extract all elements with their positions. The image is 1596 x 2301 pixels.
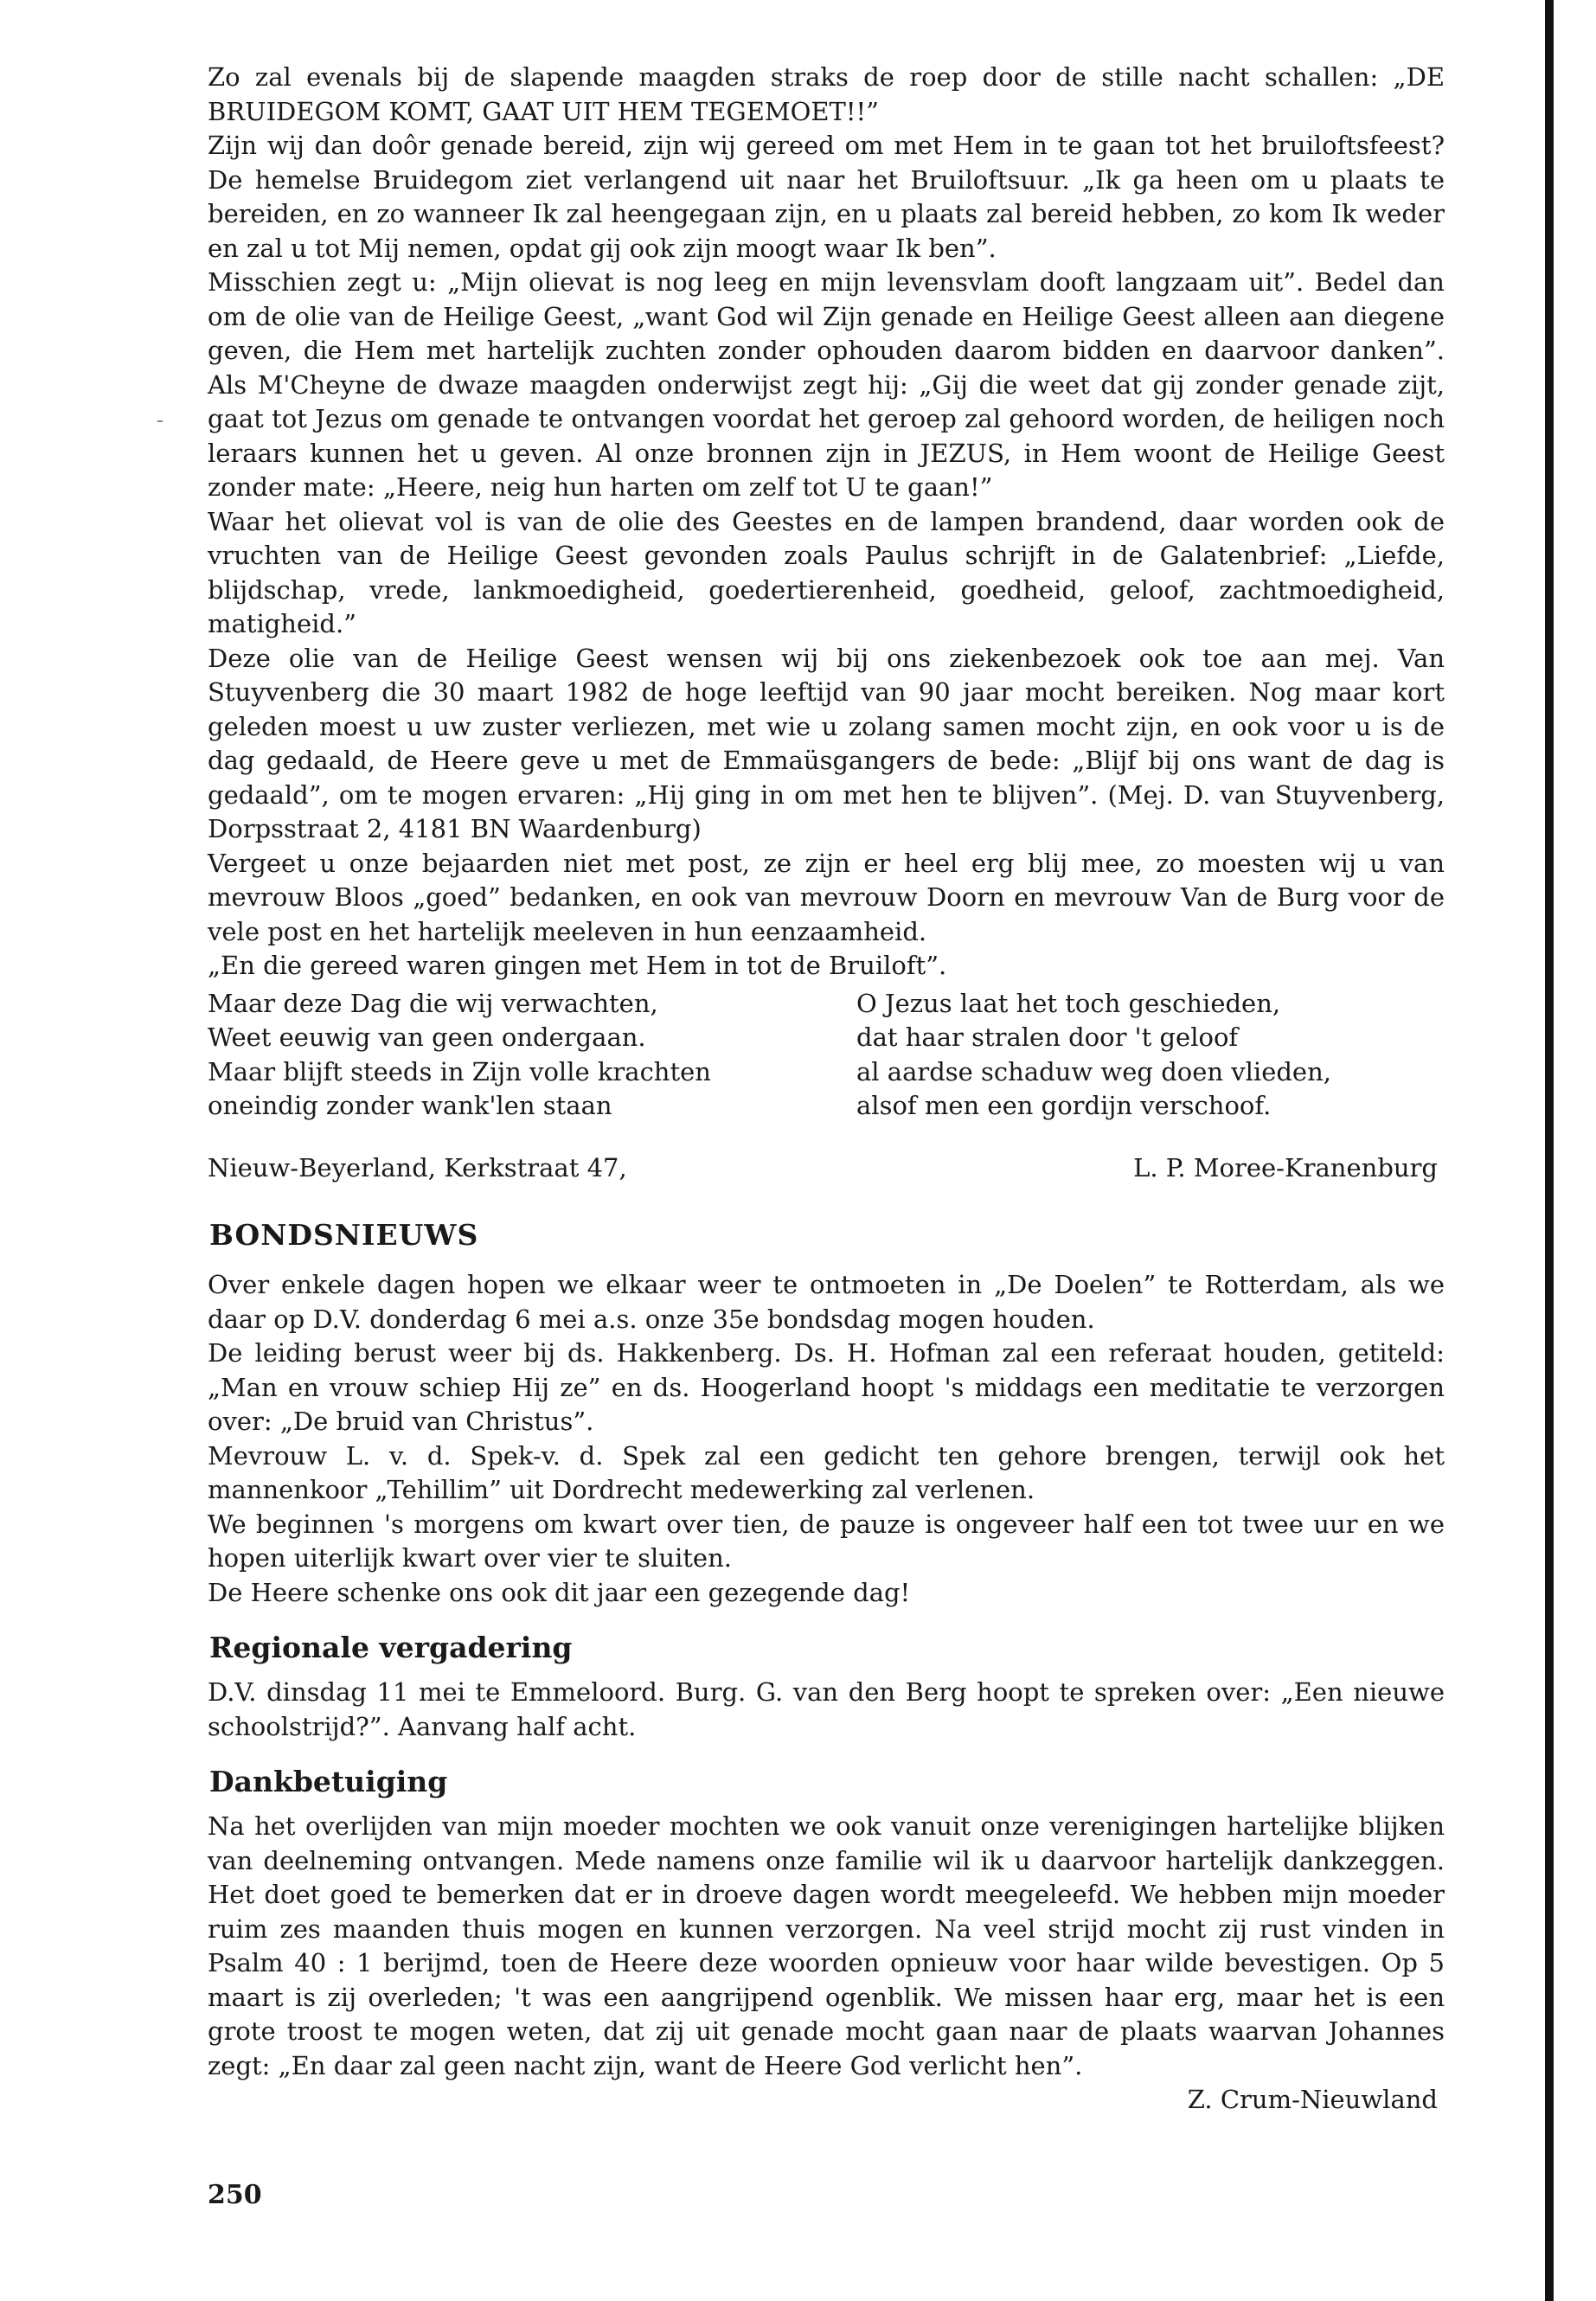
bondsnieuws-paragraph: De leiding berust weer bij ds. Hakkenberg. Ds. H. Hofman zal een referaat houden, getiteld: „Man en vrouw schiep Hij ze” en ds. Hoogerland hoopt 's middags een meditatie te verzorgen over: „De bruid van Christus”. [208, 1338, 1445, 1436]
bondsnieuws-paragraph: De Heere schenke ons ook dit jaar een gezegende dag! [208, 1577, 911, 1607]
poem-left-column [208, 987, 796, 1124]
poem-line: Maar blijft steeds in Zijn volle krachten [208, 1056, 711, 1086]
poem-line: alsof men een gordijn verschoof. [856, 1091, 1272, 1120]
bondsnieuws-paragraph: We beginnen 's morgens om kwart over tien, de pauze is ongeveer half een tot twee uur en we hopen uiterlijk kwart over vier te sluiten. [208, 1509, 1445, 1573]
poem-line: al aardse schaduw weg doen vlieden, [856, 1056, 1331, 1086]
author-address: Nieuw-Beyerland, Kerkstraat 47, [208, 1152, 627, 1183]
paragraph-ziekenbezoek: Deze olie van de Heilige Geest wensen wij bij ons ziekenbezoek ook toe aan mej. Van Stuyvenberg die 30 maart 1982 de hoge leeftijd van 90 jaar mocht bereiken. Nog maar kort geleden moest u uw zuster verliezen, met wie u zolang samen mocht zijn, en ook voor u is de dag gedaald, de Heere geve u met de Emmaüsgangers de bede: „Blijf bij ons want de dag is gedaald”, om te mogen ervaren: „Hij ging in om met hen te blijven”. (Mej. D. van Stuyvenberg, Dorpsstraat 2, 4181 BN Waardenburg) [208, 643, 1445, 843]
article-signature [208, 1151, 1445, 1186]
poem-line: Maar deze Dag die wij verwachten, [208, 988, 658, 1018]
page-number: 250 [208, 2180, 262, 2210]
dankbetuiging-signature: Z. Crum-Nieuwland [1187, 2085, 1438, 2114]
paragraph-olievat: Misschien zegt u: „Mijn olievat is nog leeg en mijn levensvlam dooft langzaam uit”. Bedel dan om de olie van de Heilige Geest, „want God wil Zijn genade en Heilige Geest alleen aan diegene geven, die Hem met hartelijk zuchten zonder ophouden daarom bidden en daarvoor danken”. Als M'Cheyne de dwaze maagden onderwijst zegt hij: „Gij die weet dat gij zonder genade zijt, gaat tot Jezus om genade te ontvangen voordat het geroep zal gehoord worden, de heiligen noch leraars kunnen het u geven. Al onze bronnen zijn in JEZUS, in Hem woont de Heilige Geest zonder mate: „Heere, neig hun harten om zelf tot U te gaan!” [208, 267, 1445, 502]
section-heading-dankbetuiging: Dankbetuiging [209, 1765, 448, 1798]
bondsnieuws-paragraph: Mevrouw L. v. d. Spek-v. d. Spek zal een gedicht ten gehore brengen, terwijl ook het mannenkoor „Tehillim” uit Dordrecht medewerking zal verlenen. [208, 1440, 1445, 1504]
paragraph-vruchten: Waar het olievat vol is van de olie des Geestes en de lampen brandend, daar worden ook de vruchten van de Heilige Geest gevonden zoals Paulus schrijft in de Galatenbrief: „Liefde, blijdschap, vrede, lankmoedigheid, goedertierenheid, goedheid, geloof, zachtmoedigheid, matigheid.” [208, 506, 1445, 638]
paragraph-bejaarden: Vergeet u onze bejaarden niet met post, ze zijn er heel erg blij mee, zo moesten wij u van mevrouw Bloos „goed” bedanken, en ook van mevrouw Doorn en mevrouw Van de Burg voor de vele post en het hartelijk meeleven in hun eenzaamheid. [208, 848, 1445, 946]
page-content [208, 61, 1445, 2118]
paragraph-bruiloft: Zijn wij dan doôr genade bereid, zijn wij gereed om met Hem in te gaan tot het bruiloftsfeest? De hemelse Bruidegom ziet verlangend uit naar het Bruiloftsuur. „Ik ga heen om u plaats te bereiden, en zo wanneer Ik zal heengegaan zijn, en u plaats zal bereid hebben, zo kom Ik weder en zal u tot Mij nemen, opdat gij ook zijn moogt waar Ik ben”. [208, 131, 1445, 263]
bondsnieuws-paragraph: Over enkele dagen hopen we elkaar weer te ontmoeten in „De Doelen” te Rotterdam, als we daar op D.V. donderdag 6 mei a.s. onze 35e bondsdag mogen houden. [208, 1270, 1445, 1334]
margin-mark [157, 420, 163, 422]
poem-line: Weet eeuwig van geen ondergaan. [208, 1022, 646, 1052]
dankbetuiging-paragraph: Na het overlijden van mijn moeder mochten we ook vanuit onze verenigingen hartelijke blijken van deelneming ontvangen. Mede namens onze familie wil ik u daarvoor hartelijk dankzeggen. Het doet goed te bemerken dat er in droeve dagen wordt meegeleefd. We hebben mijn moeder ruim zes maanden thuis mogen en kunnen verzorgen. Na veel strijd mocht zij rust vinden in Psalm 40 : 1 berijmd, toen de Heere deze woorden opnieuw voor haar wilde bevestigen. Op 5 maart is zij overleden; 't was een aangrijpend ogenblik. We missen haar erg, maar het is een grote troost te mogen weten, dat zij uit genade mocht gaan naar de plaats waarvan Johannes zegt: „En daar zal geen nacht zijn, want de Heere God verlicht hen”. [208, 1811, 1445, 2080]
regionale-paragraph: D.V. dinsdag 11 mei te Emmeloord. Burg. G. van den Berg hoopt te spreken over: „Een nieuwe schoolstrijd?”. Aanvang half acht. [208, 1677, 1445, 1741]
scan-edge-bar [1545, 0, 1554, 2301]
poem-right-column [856, 987, 1445, 1124]
section-heading-bondsnieuws: BONDSNIEUWS [209, 1218, 479, 1252]
paragraph-quote: „En die gereed waren gingen met Hem in tot de Bruiloft”. [208, 951, 947, 980]
author-name: L. P. Moree-Kranenburg [1133, 1152, 1438, 1183]
paragraph-roep: Zo zal evenals bij de slapende maagden straks de roep door de stille nacht schallen: „DE BRUIDEGOM KOMT, GAAT UIT HEM TEGEMOET!!” [208, 62, 1445, 126]
poem-line: dat haar stralen door 't geloof [856, 1022, 1239, 1052]
poem-line: O Jezus laat het toch geschieden, [856, 988, 1281, 1018]
poem-line: oneindig zonder wank'len staan [208, 1091, 612, 1120]
section-heading-regionale: Regionale vergadering [209, 1631, 573, 1664]
dankbetuiging-closing [208, 2083, 1445, 2118]
poem [208, 987, 1445, 1124]
